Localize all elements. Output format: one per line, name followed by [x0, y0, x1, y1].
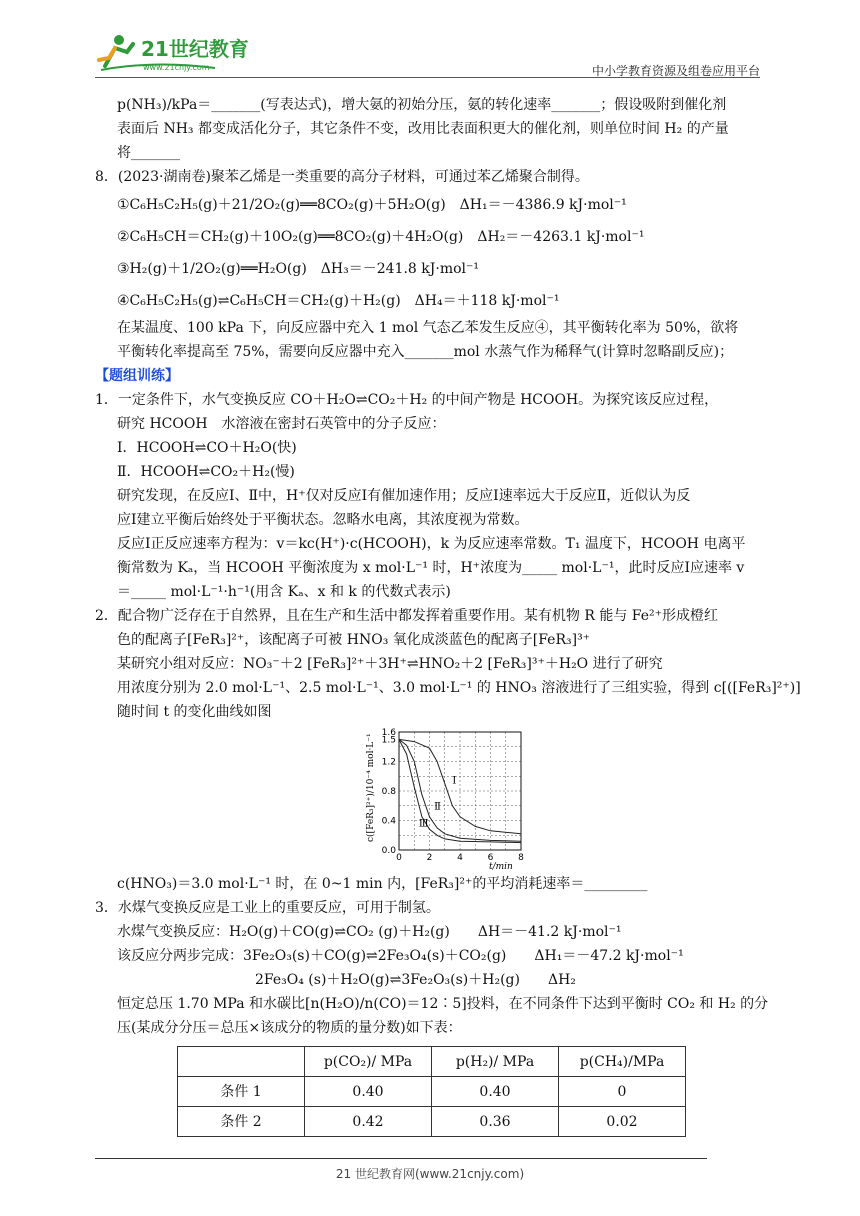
text-line: 应Ⅰ建立平衡后始终处于平衡状态。忽略水电离，其浓度视为常数。 — [117, 512, 529, 528]
table-cell: 0.42 — [305, 1107, 432, 1137]
text-line: 水煤气变换反应：H₂O(g)＋CO(g)⇌CO₂ (g)＋H₂(g) ΔH＝－41.2 kJ·mol⁻¹ — [117, 924, 622, 940]
text-line: 平衡转化率提高至 75%，需要向反应器中充入_______mol 水蒸气作为稀释气(计算时忽略副反应)； — [117, 344, 734, 360]
table-cell: 0.36 — [432, 1107, 559, 1137]
header-divider — [95, 77, 760, 78]
table-cell: 条件 2 — [178, 1107, 305, 1137]
table-header-row — [178, 1047, 686, 1077]
y-tick-label: 1.6 — [381, 728, 396, 738]
text-line: 该反应分两步完成：3Fe₂O₃(s)＋CO(g)⇌2Fe₃O₄(s)＋CO₂(g) ΔH₁＝－47.2 kJ·mol⁻¹ — [117, 948, 684, 964]
text-line: 用浓度分别为 2.0 mol·L⁻¹、2.5 mol·L⁻¹、3.0 mol·L⁻¹ 的 HNO₃ 溶液进行了三组实验，得到 c[([FeR₃]²⁺)] — [117, 680, 801, 696]
header-platform-text: 中小学教育资源及组卷应用平台 — [591, 64, 760, 78]
series-label: Ⅱ — [434, 801, 441, 813]
table-cell: 0.40 — [305, 1077, 432, 1107]
text-line: 2Fe₃O₄ (s)＋H₂O(g)⇌3Fe₂O₃(s)＋H₂(g) ΔH₂ — [255, 972, 576, 988]
x-tick-label: 6 — [487, 853, 494, 863]
text-line: 随时间 t 的变化曲线如图 — [117, 704, 272, 720]
training-question-1: 1．一定条件下，水气变换反应 CO＋H₂O⇌CO₂＋H₂ 的中间产物是 HCOOH。为探究该反应过程， — [95, 392, 719, 408]
x-tick-label: 4 — [457, 853, 463, 863]
text-line: 表面后 NH₃ 都变成活化分子，其它条件不变，改用比表面积更大的催化剂，则单位时间 H₂ 的产量 — [117, 121, 729, 137]
y-tick-label: 0.4 — [381, 816, 396, 827]
question-8: 8．(2023·湖南卷)聚苯乙烯是一类重要的高分子材料，可通过苯乙烯聚合制得。 — [95, 169, 589, 185]
document-body — [95, 93, 801, 1137]
table-cell: 0.02 — [559, 1107, 686, 1137]
footer-text: 21 世纪教育网(www.21cnjy.com) — [335, 1167, 525, 1181]
table-row — [178, 1107, 686, 1137]
text-line: Ⅰ．HCOOH⇌CO＋H₂O(快) — [117, 440, 297, 456]
x-tick-label: 2 — [426, 853, 433, 863]
table-header-cell: p(H₂)/ MPa — [432, 1047, 559, 1077]
table-header-cell: p(CO₂)/ MPa — [305, 1047, 432, 1077]
text-line: 将_______ — [117, 145, 180, 161]
text-line: 研究 HCOOH 水溶液在密封石英管中的分子反应： — [117, 416, 446, 432]
text-line: 压(某成分分压＝总压×该成分的物质的量分数)如下表： — [117, 1020, 462, 1036]
reaction-1: ①C₆H₅C₂H₅(g)＋21/2O₂(g)══8CO₂(g)＋5H₂O(g) ΔH₁＝－4386.9 kJ·mol⁻¹ — [117, 197, 627, 213]
y-tick-label: 0.8 — [381, 787, 396, 797]
series-label: Ⅲ — [418, 818, 429, 830]
text-line: 某研究小组对反应：NO₃⁻＋2 [FeR₃]²⁺＋3H⁺⇌HNO₂＋2 [FeR₃]³⁺＋H₂O 进行了研究 — [117, 656, 663, 672]
svg-text:www.21cnjy.com: www.21cnjy.com — [143, 63, 210, 72]
y-tick-label: 0.0 — [381, 846, 396, 856]
series-label: Ⅰ — [452, 775, 457, 787]
x-tick-label: 8 — [518, 853, 524, 863]
x-tick-label: 0 — [396, 853, 402, 863]
section-heading: 【题组训练】 — [95, 368, 179, 384]
x-axis-label: t/min — [489, 862, 513, 872]
concentration-chart — [361, 724, 531, 872]
page-header — [95, 30, 760, 80]
reaction-4: ④C₆H₅C₂H₅(g)⇌C₆H₅CH＝CH₂(g)＋H₂(g) ΔH₄＝＋118 kJ·mol⁻¹ — [117, 293, 560, 309]
y-tick-label: 1.2 — [381, 757, 396, 768]
text-line: 研究发现，在反应Ⅰ、Ⅱ中，H⁺仅对反应Ⅰ有催加速作用；反应Ⅰ速率远大于反应Ⅱ，近似认为反 — [117, 488, 691, 504]
table-cell: 0.40 — [432, 1077, 559, 1107]
y-tick-label: 1.5 — [381, 735, 396, 746]
table-header-cell — [178, 1047, 305, 1077]
text-line: 色的配离子[FeR₃]²⁺，该配离子可被 HNO₃ 氧化成淡蓝色的配离子[FeR₃]³⁺ — [117, 632, 591, 648]
table-cell: 0 — [559, 1077, 686, 1107]
reaction-2: ②C₆H₅CH＝CH₂(g)＋10O₂(g)══8CO₂(g)＋4H₂O(g) ΔH₂＝－4263.1 kJ·mol⁻¹ — [117, 229, 645, 245]
y-axis-label: c([FeR₃]²⁺)/10⁻⁴ mol·L⁻¹ — [366, 733, 376, 842]
logo-icon — [95, 30, 265, 76]
table-row — [178, 1077, 686, 1107]
text-line: 衡常数为 Kₐ，当 HCOOH 平衡浓度为 x mol·L⁻¹ 时，H⁺浓度为_____ mol·L⁻¹，此时反应Ⅰ应速率 v — [117, 560, 745, 576]
chart-svg — [361, 724, 531, 872]
table-header-cell: p(CH₄)/MPa — [559, 1047, 686, 1077]
text-line: c(HNO₃)＝3.0 mol·L⁻¹ 时，在 0~1 min 内，[FeR₃]²⁺的平均消耗速率＝_________ — [117, 876, 648, 892]
partial-pressure-table — [177, 1046, 686, 1137]
text-line: 恒定总压 1.70 MPa 和水碳比[n(H₂O)/n(CO)＝12∶5]投料，在不同条件下达到平衡时 CO₂ 和 H₂ 的分 — [117, 996, 769, 1012]
footer-divider — [95, 1158, 707, 1159]
reaction-3: ③H₂(g)＋1/2O₂(g)══H₂O(g) ΔH₃＝－241.8 kJ·mol⁻¹ — [117, 261, 479, 277]
text-line: p(NH₃)/kPa＝_______(写表达式)，增大氨的初始分压，氨的转化速率_______；假设吸附到催化剂 — [117, 97, 727, 113]
training-question-2: 2．配合物广泛存在于自然界，且在生产和生活中都发挥着重要作用。某有机物 R 能与 Fe²⁺形成橙红 — [95, 608, 719, 624]
text-line: Ⅱ．HCOOH⇌CO₂＋H₂(慢) — [117, 464, 295, 480]
training-question-3: 3．水煤气变换反应是工业上的重要反应，可用于制氢。 — [95, 900, 440, 916]
text-line: ＝_____ mol·L⁻¹·h⁻¹(用含 Kₐ、x 和 k 的代数式表示) — [117, 584, 451, 600]
text-line: 在某温度、100 kPa 下，向反应器中充入 1 mol 气态乙苯发生反应④，其平衡转化率为 50%，欲将 — [117, 320, 739, 336]
text-line: 反应Ⅰ正反应速率方程为：v＝kc(H⁺)·c(HCOOH)，k 为反应速率常数。T₁ 温度下，HCOOH 电离平 — [117, 536, 746, 552]
svg-text:21世纪教育: 21世纪教育 — [141, 37, 249, 61]
table-cell: 条件 1 — [178, 1077, 305, 1107]
